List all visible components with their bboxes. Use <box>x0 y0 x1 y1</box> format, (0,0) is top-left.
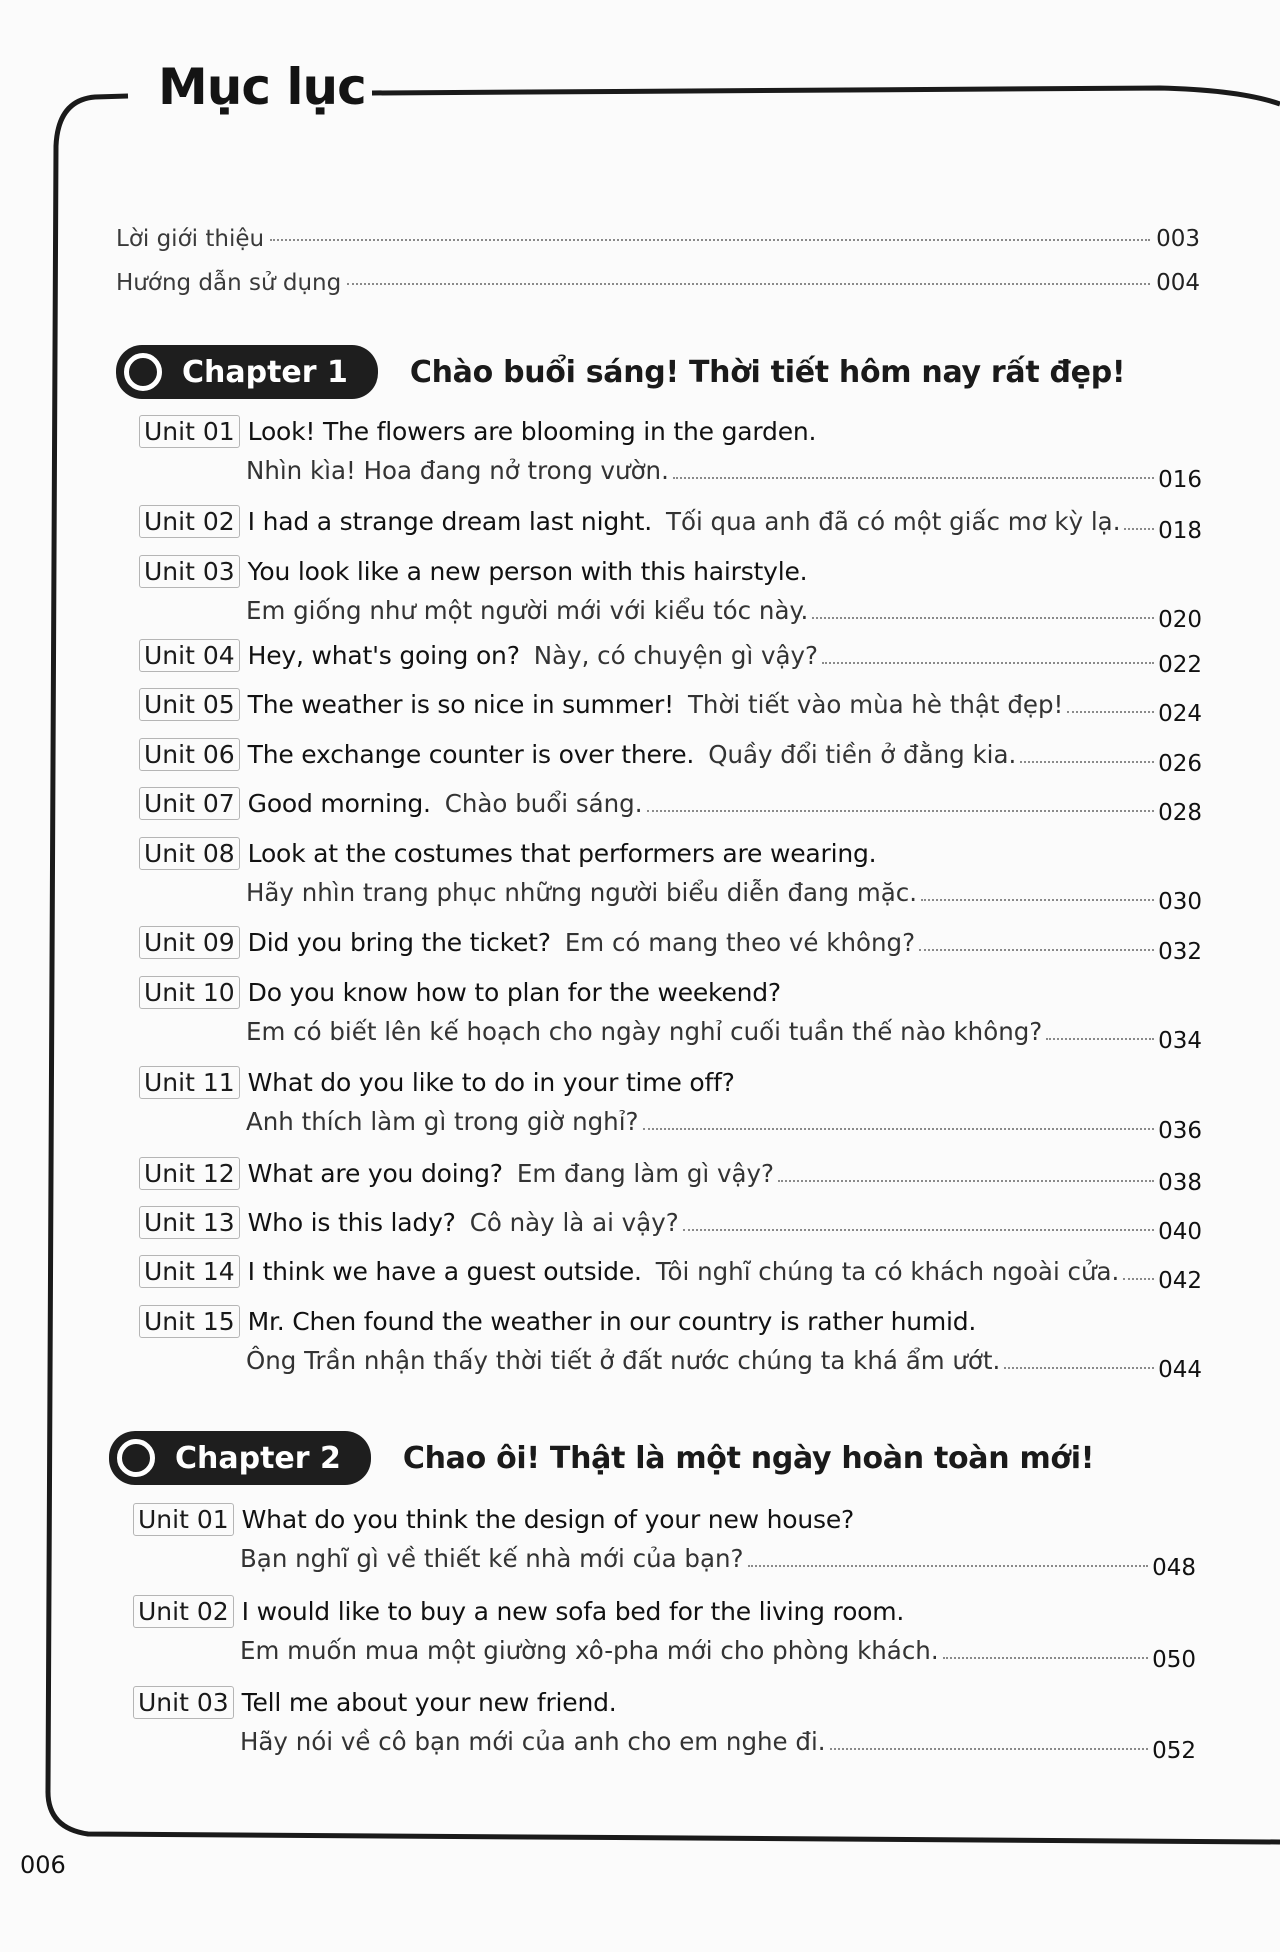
unit-badge: Unit 01 <box>139 415 240 448</box>
unit-badge: Unit 01 <box>133 1503 234 1536</box>
unit-title-vn: Tối qua anh đã có một giấc mơ kỳ lạ. <box>665 506 1121 536</box>
circle-bullet-icon <box>124 353 162 391</box>
unit-badge: Unit 11 <box>139 1066 240 1099</box>
leader-dots <box>1004 1367 1154 1369</box>
page-ref: 044 <box>1158 1357 1202 1383</box>
chapter-1-heading[interactable] <box>116 345 1125 399</box>
unit-badge: Unit 05 <box>139 688 240 721</box>
leader-dots <box>1020 761 1154 763</box>
unit-title-en: I would like to buy a new sofa bed for the living room. <box>241 1596 905 1626</box>
toc-unit-row[interactable] <box>139 554 1202 633</box>
unit-title-en: The weather is so nice in summer! <box>247 689 674 719</box>
unit-badge: Unit 02 <box>133 1595 234 1628</box>
page-ref: 020 <box>1158 607 1202 633</box>
unit-title-en: Hey, what's going on? <box>247 640 520 670</box>
page-ref: 028 <box>1158 800 1202 826</box>
toc-unit-row[interactable] <box>139 1156 1202 1196</box>
unit-badge: Unit 15 <box>139 1305 240 1338</box>
chapter-label: Chapter 1 <box>182 354 348 390</box>
unit-badge: Unit 02 <box>139 505 240 538</box>
unit-badge: Unit 14 <box>139 1255 240 1288</box>
leader-dots <box>683 1229 1154 1231</box>
chapter-title: Chao ôi! Thật là một ngày hoàn toàn mới! <box>402 1440 1095 1476</box>
unit-title-en: What do you like to do in your time off? <box>247 1067 735 1097</box>
unit-title-en: Look at the costumes that performers are wearing. <box>247 838 877 868</box>
toc-unit-row[interactable] <box>133 1594 1196 1673</box>
unit-badge: Unit 09 <box>139 926 240 959</box>
page-ref: 024 <box>1158 701 1202 727</box>
unit-title-vn: Ông Trần nhận thấy thời tiết ở đất nước chúng ta khá ẩm ướt. <box>246 1345 1001 1375</box>
toc-unit-row[interactable] <box>139 414 1202 493</box>
page-ref: 052 <box>1152 1738 1196 1764</box>
unit-title-vn: Bạn nghĩ gì về thiết kế nhà mới của bạn? <box>240 1543 744 1573</box>
front-matter-row-intro[interactable] <box>116 226 1200 252</box>
toc-unit-row[interactable] <box>139 836 1202 915</box>
unit-title-en: What do you think the design of your new house? <box>241 1504 855 1534</box>
toc-unit-row[interactable] <box>139 1254 1202 1294</box>
unit-badge: Unit 03 <box>139 555 240 588</box>
unit-title-en: Do you know how to plan for the weekend? <box>247 977 782 1007</box>
unit-title-en: Tell me about your new friend. <box>241 1687 617 1717</box>
toc-unit-row[interactable] <box>139 737 1202 777</box>
page-ref: 048 <box>1152 1555 1196 1581</box>
page-ref: 038 <box>1158 1170 1202 1196</box>
unit-title-vn: Em đang làm gì vậy? <box>516 1158 775 1188</box>
unit-title-vn: Quầy đổi tiền ở đằng kia. <box>708 739 1017 769</box>
toc-unit-row[interactable] <box>133 1502 1196 1581</box>
toc-unit-row[interactable] <box>139 1065 1202 1144</box>
unit-title-en: Did you bring the ticket? <box>247 927 551 957</box>
unit-badge: Unit 03 <box>133 1686 234 1719</box>
unit-badge: Unit 10 <box>139 976 240 1009</box>
unit-badge: Unit 07 <box>139 787 240 820</box>
page-ref: 050 <box>1152 1647 1196 1673</box>
page-ref: 036 <box>1158 1118 1202 1144</box>
leader-dots <box>830 1748 1149 1750</box>
unit-badge: Unit 06 <box>139 738 240 771</box>
page-ref: 042 <box>1158 1268 1202 1294</box>
page-number: 006 <box>20 1851 66 1879</box>
toc-unit-row[interactable] <box>133 1685 1196 1764</box>
leader-dots <box>812 617 1154 619</box>
leader-dots <box>822 662 1154 664</box>
toc-unit-row[interactable] <box>139 638 1202 678</box>
unit-title-vn: Nhìn kìa! Hoa đang nở trong vườn. <box>246 455 669 485</box>
leader-dots <box>270 239 1150 241</box>
page-ref: 003 <box>1156 226 1200 252</box>
chapter-label: Chapter 2 <box>175 1440 341 1476</box>
page-ref: 034 <box>1158 1028 1202 1054</box>
leader-dots <box>919 949 1154 951</box>
leader-dots <box>1124 528 1154 530</box>
chapter-2-heading[interactable] <box>109 1431 1094 1485</box>
unit-title-vn: Em giống như một người mới với kiểu tóc này. <box>246 595 809 625</box>
toc-unit-row[interactable] <box>139 925 1202 965</box>
unit-title-vn: Em có mang theo vé không? <box>564 927 916 957</box>
unit-badge: Unit 13 <box>139 1206 240 1239</box>
page-ref: 026 <box>1158 751 1202 777</box>
page-ref: 004 <box>1156 270 1200 296</box>
toc-unit-row[interactable] <box>139 1205 1202 1245</box>
unit-title-en: Look! The flowers are blooming in the garden. <box>247 416 817 446</box>
leader-dots <box>1067 711 1154 713</box>
page-title: Mục lục <box>158 58 366 116</box>
unit-badge: Unit 04 <box>139 639 240 672</box>
toc-unit-row[interactable] <box>139 975 1202 1054</box>
unit-title-vn: Cô này là ai vậy? <box>469 1207 679 1237</box>
unit-title-vn: Này, có chuyện gì vậy? <box>533 640 819 670</box>
page-ref: 032 <box>1158 939 1202 965</box>
unit-title-en: Who is this lady? <box>247 1207 456 1237</box>
leader-dots <box>748 1565 1149 1567</box>
unit-badge: Unit 08 <box>139 837 240 870</box>
unit-title-vn: Thời tiết vào mùa hè thật đẹp! <box>687 689 1064 719</box>
front-matter-row-guide[interactable] <box>116 270 1200 296</box>
unit-title-vn: Tôi nghĩ chúng ta có khách ngoài cửa. <box>655 1256 1120 1286</box>
unit-title-vn: Em muốn mua một giường xô-pha mới cho phòng khách. <box>240 1635 939 1665</box>
page-ref: 040 <box>1158 1219 1202 1245</box>
toc-unit-row[interactable] <box>139 687 1202 727</box>
leader-dots <box>921 899 1154 901</box>
unit-title-en: I think we have a guest outside. <box>247 1256 642 1286</box>
leader-dots <box>647 810 1155 812</box>
page-ref: 016 <box>1158 467 1202 493</box>
page-ref: 030 <box>1158 889 1202 915</box>
unit-title-vn: Chào buổi sáng. <box>444 788 643 818</box>
toc-unit-row[interactable] <box>139 786 1202 826</box>
chapter-badge <box>116 345 378 399</box>
leader-dots <box>1046 1038 1154 1040</box>
unit-title-en: The exchange counter is over there. <box>247 739 695 769</box>
leader-dots <box>673 477 1154 479</box>
leader-dots <box>347 283 1150 285</box>
unit-badge: Unit 12 <box>139 1157 240 1190</box>
leader-dots <box>643 1128 1155 1130</box>
unit-title-vn: Anh thích làm gì trong giờ nghỉ? <box>246 1106 639 1136</box>
page-ref: 022 <box>1158 652 1202 678</box>
leader-dots <box>943 1657 1148 1659</box>
unit-title-en: Mr. Chen found the weather in our country is rather humid. <box>247 1306 977 1336</box>
unit-title-en: I had a strange dream last night. <box>247 506 652 536</box>
unit-title-vn: Hãy nhìn trang phục những người biểu diễn đang mặc. <box>246 877 918 907</box>
toc-unit-row[interactable] <box>139 1304 1202 1383</box>
unit-title-en: What are you doing? <box>247 1158 503 1188</box>
page-ref: 018 <box>1158 518 1202 544</box>
front-matter-label: Hướng dẫn sử dụng <box>116 270 342 296</box>
leader-dots <box>1123 1278 1154 1280</box>
front-matter-label: Lời giới thiệu <box>116 226 265 252</box>
circle-bullet-icon <box>117 1439 155 1477</box>
chapter-badge <box>109 1431 371 1485</box>
unit-title-en: Good morning. <box>247 788 431 818</box>
leader-dots <box>778 1180 1154 1182</box>
toc-unit-row[interactable] <box>139 504 1202 544</box>
unit-title-en: You look like a new person with this hairstyle. <box>247 556 808 586</box>
unit-title-vn: Em có biết lên kế hoạch cho ngày nghỉ cuối tuần thế nào không? <box>246 1016 1043 1046</box>
unit-title-vn: Hãy nói về cô bạn mới của anh cho em nghe đi. <box>240 1726 826 1756</box>
chapter-title: Chào buổi sáng! Thời tiết hôm nay rất đẹp! <box>409 354 1126 390</box>
